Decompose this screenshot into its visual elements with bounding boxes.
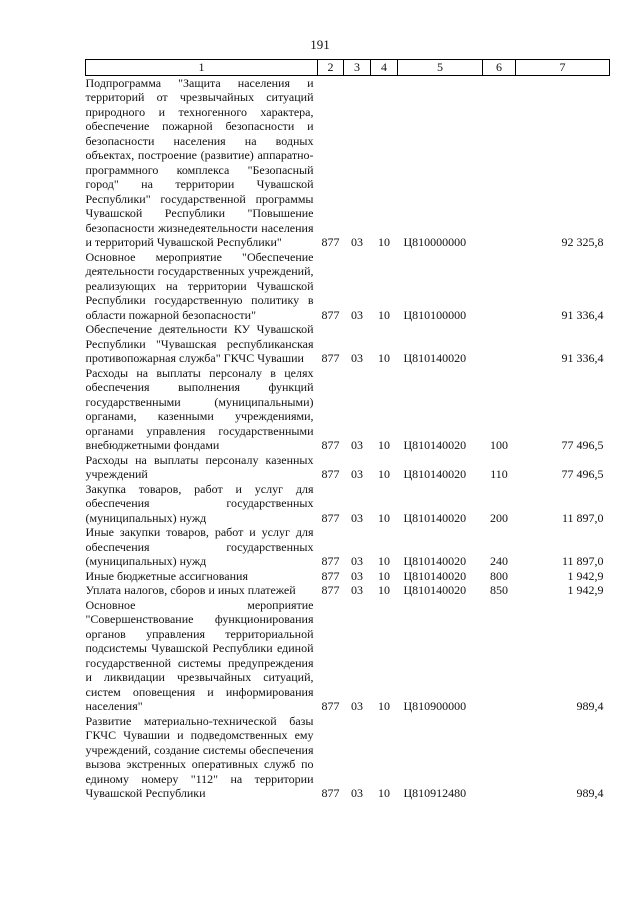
ministry-code: 877 bbox=[321, 583, 340, 597]
column-header-1: 1 bbox=[86, 60, 318, 76]
section-code: 03 bbox=[351, 786, 363, 800]
amount: 77 496,5 bbox=[561, 467, 604, 481]
subsection-code: 10 bbox=[378, 786, 390, 800]
section-code: 03 bbox=[351, 568, 363, 583]
row-name: Уплата налогов, сборов и иных платежей bbox=[85, 583, 296, 597]
row-name: Закупка товаров, работ и услуг для обеспечения государственных (муниципальных) нужд bbox=[85, 481, 314, 525]
table-row bbox=[86, 250, 610, 323]
row-name: Развитие материально-технической базы ГКЧС Чувашии и подведомственных ему учреждений, создание системы обеспечения вызова экстренных оперативных служб по единому номеру "112" на территории Чувашской Республики bbox=[85, 713, 314, 800]
target-article-code: Ц810140020 bbox=[403, 351, 467, 365]
amount: 1 942,9 bbox=[567, 568, 604, 583]
amount: 91 336,4 bbox=[561, 307, 604, 322]
expense-type-code: 850 bbox=[490, 583, 508, 597]
column-header-2: 2 bbox=[318, 60, 344, 76]
row-name: Расходы на выплаты персоналу в целях обеспечения выполнения функций государственными (муниципальными) органами, казенными учреждениями, органами управления государственными внебюджетными фондами bbox=[85, 365, 314, 452]
target-article-code: Ц810140020 bbox=[403, 554, 467, 568]
section-code: 03 bbox=[351, 307, 363, 322]
expense-type-code: 200 bbox=[490, 510, 508, 525]
target-article-code: Ц810140020 bbox=[403, 510, 467, 525]
row-name: Иные бюджетные ассигнования bbox=[85, 568, 248, 583]
subsection-code: 10 bbox=[378, 583, 390, 597]
section-code: 03 bbox=[351, 467, 363, 481]
table-row bbox=[86, 453, 610, 482]
expense-type-code bbox=[483, 75, 516, 250]
table-row bbox=[86, 714, 610, 801]
table-row bbox=[86, 569, 610, 584]
ministry-code: 877 bbox=[321, 467, 340, 481]
expense-type-code bbox=[483, 322, 516, 366]
ministry-code: 877 bbox=[321, 554, 340, 568]
amount: 11 897,0 bbox=[561, 554, 604, 568]
column-header-4: 4 bbox=[371, 60, 398, 76]
ministry-code: 877 bbox=[321, 786, 340, 800]
subsection-code: 10 bbox=[378, 307, 390, 322]
ministry-code: 877 bbox=[321, 568, 340, 583]
subsection-code: 10 bbox=[378, 467, 390, 481]
budget-table bbox=[85, 59, 610, 801]
ministry-code: 877 bbox=[321, 510, 340, 525]
table-row bbox=[86, 598, 610, 714]
target-article-code: Ц810140020 bbox=[403, 583, 467, 597]
expense-type-code: 240 bbox=[490, 554, 508, 568]
amount: 1 942,9 bbox=[567, 583, 604, 597]
table-header bbox=[86, 60, 610, 76]
expense-type-code bbox=[483, 250, 516, 323]
target-article-code: Ц810912480 bbox=[403, 786, 467, 800]
row-name: Основное мероприятие "Обеспечение деятельности государственных учреждений, реализующих на территории Чувашской Республики государственную политику в области пожарной безопасности" bbox=[85, 249, 314, 322]
amount: 77 496,5 bbox=[561, 438, 604, 452]
section-code: 03 bbox=[351, 583, 363, 597]
target-article-code: Ц810140020 bbox=[403, 467, 467, 481]
table-row bbox=[86, 482, 610, 526]
section-code: 03 bbox=[351, 351, 363, 365]
expense-type-code: 100 bbox=[490, 438, 508, 452]
expense-type-code: 110 bbox=[490, 467, 508, 481]
amount: 989,4 bbox=[576, 786, 604, 800]
subsection-code: 10 bbox=[378, 510, 390, 525]
expense-type-code: 800 bbox=[490, 568, 508, 583]
ministry-code: 877 bbox=[321, 235, 340, 249]
table-row bbox=[86, 525, 610, 569]
page-number: 191 bbox=[310, 37, 330, 52]
ministry-code: 877 bbox=[321, 351, 340, 365]
row-name: Иные закупки товаров, работ и услуг для обеспечения государственных (муниципальных) нужд bbox=[85, 525, 314, 568]
expense-type-code bbox=[483, 598, 516, 714]
table-body bbox=[86, 75, 610, 801]
subsection-code: 10 bbox=[378, 438, 390, 452]
subsection-code: 10 bbox=[378, 235, 390, 249]
subsection-code: 10 bbox=[378, 699, 390, 713]
ministry-code: 877 bbox=[321, 699, 340, 713]
section-code: 03 bbox=[351, 438, 363, 452]
ministry-code: 877 bbox=[321, 307, 340, 322]
table-row bbox=[86, 322, 610, 366]
column-header-5: 5 bbox=[398, 60, 483, 76]
row-name: Обеспечение деятельности КУ Чувашской Республики "Чувашская республиканская противопожарная служба" ГКЧС Чувашии bbox=[85, 322, 314, 365]
table-row bbox=[86, 366, 610, 453]
table-row bbox=[86, 583, 610, 598]
target-article-code: Ц810100000 bbox=[403, 307, 467, 322]
target-article-code: Ц810140020 bbox=[403, 568, 467, 583]
subsection-code: 10 bbox=[378, 568, 390, 583]
target-article-code: Ц810140020 bbox=[403, 438, 467, 452]
section-code: 03 bbox=[351, 235, 363, 249]
row-name: Основное мероприятие "Совершенствование функционирования органов управления территориальной подсистемы Чувашской Республики единой государственной системы предупреждения и ликвидации чрезвычайных ситуаций, систем оповещения и информирования населения" bbox=[85, 597, 314, 713]
section-code: 03 bbox=[351, 699, 363, 713]
amount: 92 325,8 bbox=[561, 235, 604, 249]
expense-type-code bbox=[483, 714, 516, 801]
section-code: 03 bbox=[351, 510, 363, 525]
column-header-6: 6 bbox=[483, 60, 516, 76]
amount: 91 336,4 bbox=[561, 351, 604, 365]
amount: 989,4 bbox=[576, 699, 604, 713]
subsection-code: 10 bbox=[378, 554, 390, 568]
row-name: Подпрограмма "Защита населения и территорий от чрезвычайных ситуаций природного и техногенного характера, обеспечение пожарной безопасности и безопасности населения на водных объектах, построение (развитие) аппаратно-программного комплекса "Безопасный город" на территории Чувашской Республики" государственной программы Чувашской Республики "Повышение безопасности жизнедеятельности населения и территорий Чувашской Республики" bbox=[85, 75, 314, 249]
row-name: Расходы на выплаты персоналу казенных учреждений bbox=[85, 452, 314, 481]
column-header-3: 3 bbox=[344, 60, 371, 76]
section-code: 03 bbox=[351, 554, 363, 568]
column-header-7: 7 bbox=[516, 60, 610, 76]
table-row bbox=[86, 75, 610, 250]
subsection-code: 10 bbox=[378, 351, 390, 365]
target-article-code: Ц810900000 bbox=[403, 699, 467, 713]
ministry-code: 877 bbox=[321, 438, 340, 452]
amount: 11 897,0 bbox=[561, 510, 604, 525]
target-article-code: Ц810000000 bbox=[403, 235, 467, 249]
